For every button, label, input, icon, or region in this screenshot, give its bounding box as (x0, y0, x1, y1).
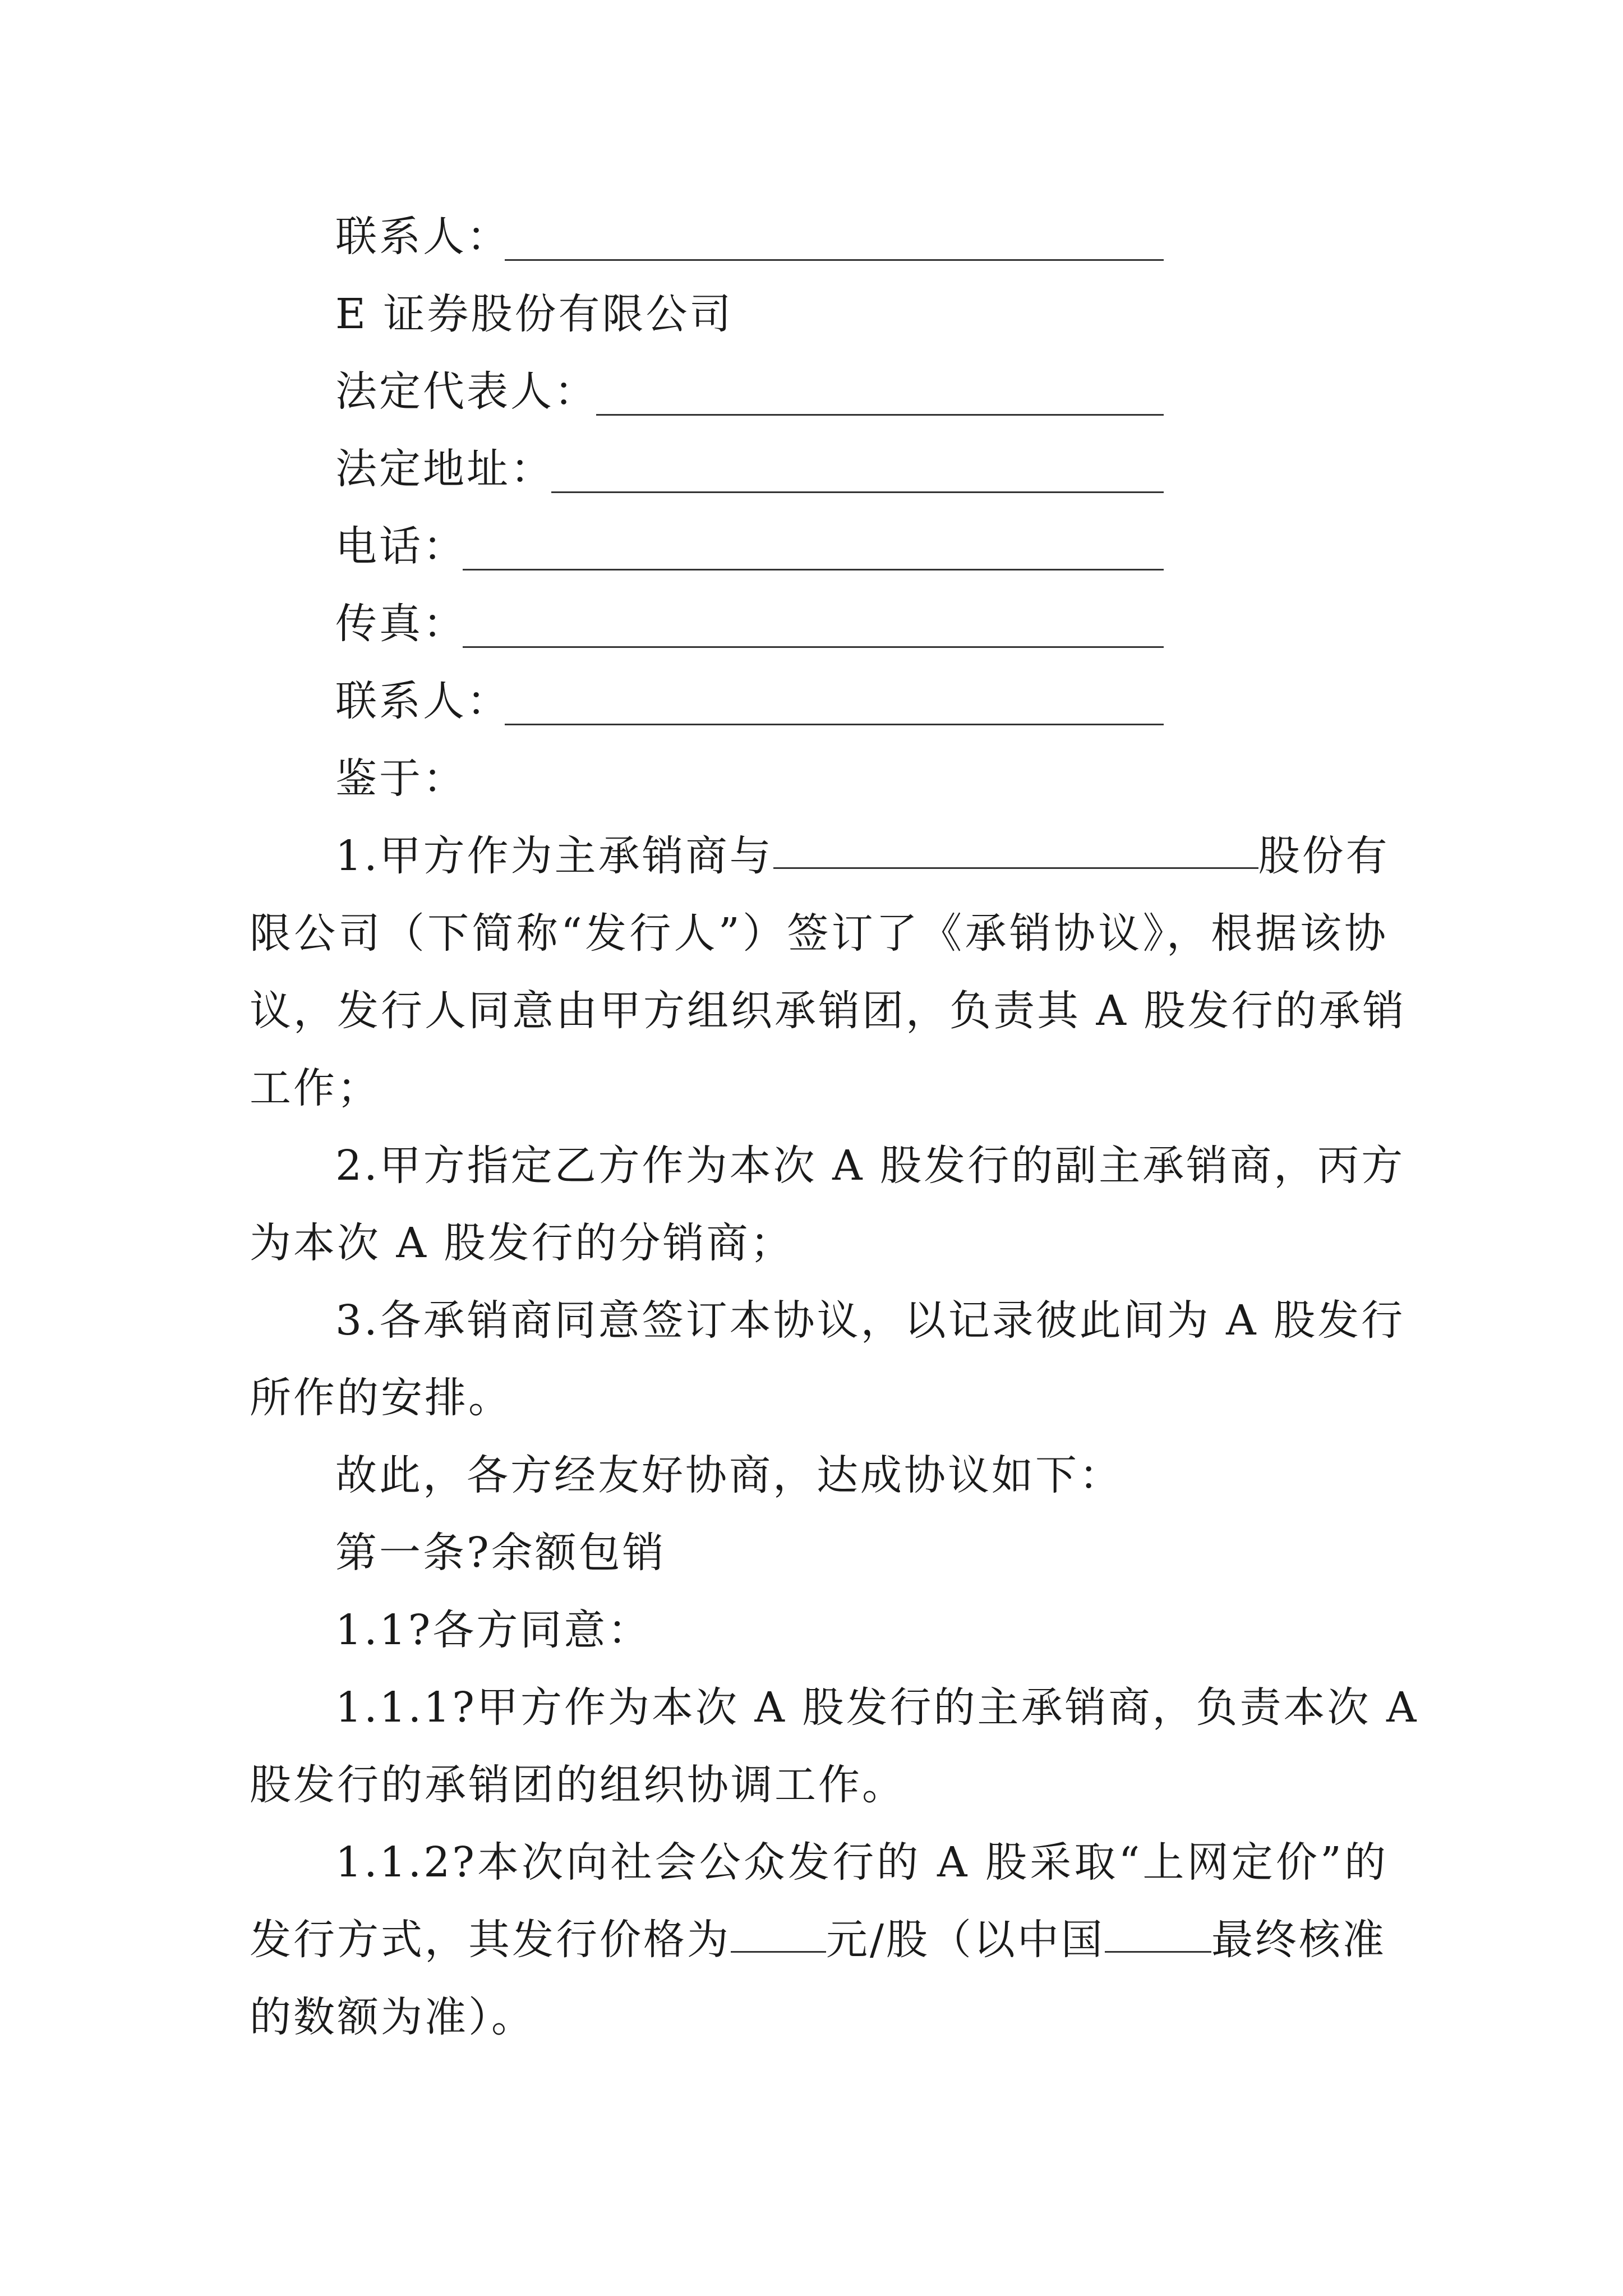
item1-line4: 工作； (250, 1064, 381, 1112)
item1-line1-prefix: 1.甲方作为主承销商与 (335, 832, 773, 880)
party-e-contact-field (335, 673, 510, 729)
party-c-contact-label: 联系人： (335, 213, 510, 261)
party-e-name (335, 286, 734, 342)
party-e-address-blank (551, 491, 1164, 493)
clause-1-1-1-line2: 股发行的承销团的组织协调工作。 (250, 1761, 906, 1809)
item2-line1: 2.甲方指定乙方作为本次 A 股发行的副主承销商，丙方 (335, 1142, 1405, 1190)
clause-1-1-2-line3: 的数额为准）。 (250, 1993, 535, 2041)
clause-1-1-1-line1: 1.1.1?甲方作为本次 A 股发行的主承销商，负责本次 A (335, 1683, 1419, 1732)
whereas-heading (335, 751, 467, 807)
clause-1-1: 1.1?各方同意： (335, 1606, 652, 1654)
item1-line2: 限公司（下简称“发行人”）签订了《承销协议》，根据该协 (250, 909, 1388, 958)
party-e-phone-label: 电话： (335, 522, 467, 570)
party-e-phone-field (335, 518, 467, 574)
item3-line2: 所作的安排。 (250, 1374, 512, 1422)
party-c-contact-blank (505, 259, 1164, 261)
party-e-legal-rep-field (335, 364, 598, 420)
clause-1-1-2-line1: 1.1.2?本次向社会公众发行的 A 股采取“上网定价”的 (335, 1838, 1388, 1887)
issue-price-blank (731, 1912, 826, 1953)
party-e-legal-rep-label: 法定代表人： (335, 367, 598, 416)
clause-1-1-2-line2-prefix: 发行方式，其发行价格为 (250, 1916, 731, 1964)
item1-line1-suffix: 股份有 (1258, 832, 1390, 880)
item1-line3: 议，发行人同意由甲方组织承销团，负责其 A 股发行的承销 (250, 987, 1407, 1035)
clause-1-1-2-line2-middle: 元/股（以中国 (826, 1916, 1105, 1964)
party-e-fax-field (335, 596, 467, 652)
party-e-contact-blank (505, 724, 1164, 725)
agreed-line: 故此，各方经友好协商，达成协议如下： (335, 1451, 1123, 1499)
party-e-phone-blank (463, 569, 1164, 570)
clause-1-1-2-line2-suffix: 最终核准 (1211, 1916, 1386, 1964)
regulator-blank (1105, 1912, 1211, 1953)
issuer-name-blank (773, 828, 1258, 869)
party-e-address-label: 法定地址： (335, 445, 554, 493)
party-e-legal-rep-blank (596, 414, 1164, 416)
party-e-address-field (335, 441, 554, 497)
item1-line1 (335, 828, 1388, 884)
party-e-fax-blank (463, 646, 1164, 648)
party-e-fax-label: 传真： (335, 600, 467, 648)
party-c-contact-field (335, 209, 510, 265)
clause-1-1-2-line2 (250, 1912, 1388, 1968)
item2-line2: 为本次 A 股发行的分销商； (250, 1219, 794, 1267)
party-e-contact-label: 联系人： (335, 677, 510, 725)
whereas-text: 鉴于： (335, 754, 467, 803)
item3-line1: 3.各承销商同意签订本协议，以记录彼此间为 A 股发行 (335, 1296, 1405, 1345)
article1-heading: 第一条?余额包销 (335, 1529, 666, 1577)
party-e-name-text: E 证券股份有限公司 (335, 290, 734, 338)
